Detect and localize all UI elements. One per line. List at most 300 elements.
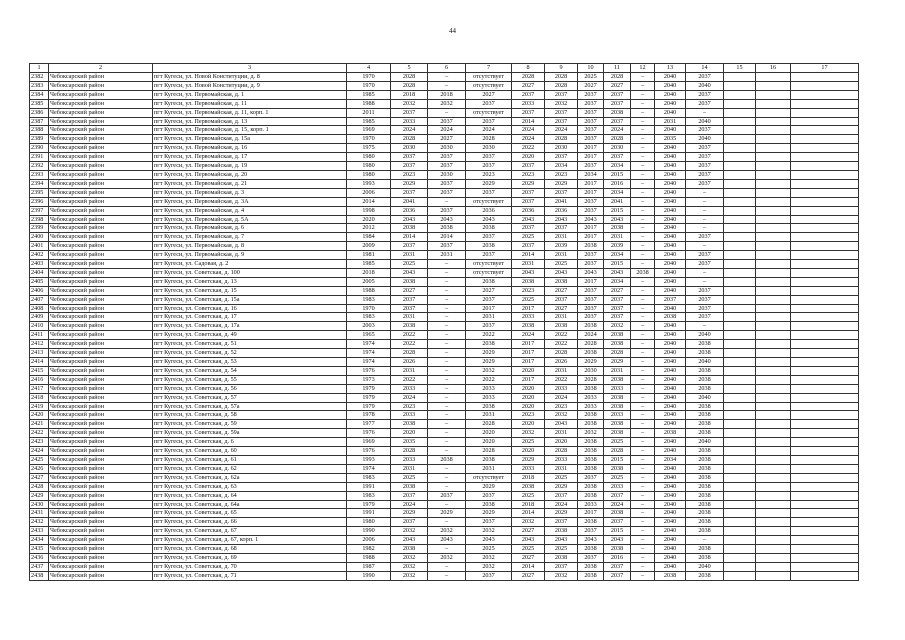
table-cell: 2421 <box>30 420 49 429</box>
table-cell <box>724 331 756 340</box>
table-cell <box>791 553 859 562</box>
table-cell: 2038 <box>578 545 604 554</box>
table-cell: 2031 <box>466 464 512 473</box>
table-cell: 2410 <box>30 322 49 331</box>
table-row <box>30 509 859 518</box>
table-cell: 2025 <box>391 473 428 482</box>
table-cell: 2017 <box>578 153 604 162</box>
table-cell: – <box>631 491 655 500</box>
table-cell: 1978 <box>347 411 391 420</box>
table-cell <box>791 304 859 313</box>
table-cell: 2032 <box>428 527 466 536</box>
table-cell: 2037 <box>686 233 724 242</box>
table-cell: 2385 <box>30 99 49 108</box>
table-cell: 2040 <box>655 420 686 429</box>
table-cell <box>791 429 859 438</box>
table-cell: 2015 <box>604 260 631 269</box>
table-cell: 2037 <box>578 251 604 260</box>
table-cell: 2017 <box>578 144 604 153</box>
table-cell <box>791 349 859 358</box>
table-cell: 2028 <box>391 135 428 144</box>
table-cell: 2017 <box>512 358 545 367</box>
column-header-4: 4 <box>347 64 391 73</box>
table-cell <box>724 251 756 260</box>
table-cell: 2038 <box>545 277 578 286</box>
table-cell <box>724 384 756 393</box>
table-cell: 2037 <box>578 90 604 99</box>
table-cell: пгт Кугеси, ул. Первомайская, д. 19 <box>153 162 347 171</box>
table-cell: Чебоксарский район <box>49 90 153 99</box>
column-header-17: 17 <box>791 64 859 73</box>
table-row <box>30 340 859 349</box>
table-cell: – <box>631 482 655 491</box>
table-cell <box>724 135 756 144</box>
table-cell: пгт Кугеси, ул. Советская, д. 69 <box>153 553 347 562</box>
table-cell: 2006 <box>347 188 391 197</box>
table-cell: 2043 <box>545 215 578 224</box>
table-cell: 2038 <box>686 527 724 536</box>
table-cell: 2411 <box>30 331 49 340</box>
table-cell: 2025 <box>512 233 545 242</box>
table-cell: Чебоксарский район <box>49 482 153 491</box>
table-cell: 2038 <box>604 108 631 117</box>
table-row <box>30 366 859 375</box>
table-cell: 2037 <box>686 99 724 108</box>
table-row <box>30 545 859 554</box>
table-cell: 1974 <box>347 464 391 473</box>
table-cell: 2023 <box>512 170 545 179</box>
table-cell: 2036 <box>466 206 512 215</box>
table-cell <box>756 242 791 251</box>
table-cell: 2037 <box>428 162 466 171</box>
table-cell: – <box>428 429 466 438</box>
table-cell <box>756 447 791 456</box>
table-row <box>30 384 859 393</box>
table-cell: – <box>631 536 655 545</box>
table-cell: 2419 <box>30 402 49 411</box>
table-cell: 2040 <box>655 331 686 340</box>
table-cell <box>756 429 791 438</box>
table-cell: 1979 <box>347 384 391 393</box>
table-cell: – <box>631 73 655 82</box>
table-cell <box>756 545 791 554</box>
table-cell: 2028 <box>466 447 512 456</box>
table-cell: 2038 <box>686 518 724 527</box>
table-cell: пгт Кугеси, ул. Советская, д. 53 <box>153 358 347 367</box>
table-cell <box>756 277 791 286</box>
table-cell: Чебоксарский район <box>49 527 153 536</box>
table-cell: 2033 <box>604 482 631 491</box>
table-cell: Чебоксарский район <box>49 349 153 358</box>
table-cell <box>756 215 791 224</box>
table-cell: 1998 <box>347 206 391 215</box>
table-cell: 2040 <box>655 304 686 313</box>
table-cell: – <box>631 393 655 402</box>
table-cell <box>756 393 791 402</box>
table-cell: пгт Кугеси, ул. Первомайская, д. 15, корп. 1 <box>153 126 347 135</box>
table-cell: – <box>631 295 655 304</box>
table-cell <box>756 126 791 135</box>
table-cell: 2037 <box>545 562 578 571</box>
table-cell: 2040 <box>655 393 686 402</box>
table-cell: отсутствует <box>466 73 512 82</box>
table-cell: 2027 <box>512 527 545 536</box>
table-cell: 2033 <box>512 313 545 322</box>
table-cell: Чебоксарский район <box>49 562 153 571</box>
table-cell: 2038 <box>686 473 724 482</box>
table-cell: 2024 <box>604 500 631 509</box>
table-cell: пгт Кугеси, ул. Советская, д. 59а <box>153 429 347 438</box>
table-cell <box>724 188 756 197</box>
table-cell: 2037 <box>391 304 428 313</box>
table-cell: 2027 <box>545 304 578 313</box>
table-cell: 2037 <box>578 108 604 117</box>
table-cell: 2040 <box>655 527 686 536</box>
table-cell <box>724 455 756 464</box>
table-cell <box>791 375 859 384</box>
table-cell: – <box>631 153 655 162</box>
table-row <box>30 215 859 224</box>
table-cell: – <box>631 527 655 536</box>
table-cell: Чебоксарский район <box>49 260 153 269</box>
table-cell: 2031 <box>604 233 631 242</box>
table-cell: пгт Кугеси, ул. Первомайская, д. 3А <box>153 197 347 206</box>
table-cell: 2009 <box>347 242 391 251</box>
table-cell: 2037 <box>428 153 466 162</box>
table-cell <box>791 188 859 197</box>
table-cell: 2040 <box>655 464 686 473</box>
table-cell: 1976 <box>347 366 391 375</box>
table-cell: 2032 <box>428 553 466 562</box>
table-cell: 2040 <box>686 358 724 367</box>
table-cell: пгт Кугеси, ул. Первомайская, д. 11 <box>153 99 347 108</box>
table-cell <box>724 375 756 384</box>
table-cell: 2032 <box>545 571 578 580</box>
table-cell <box>724 215 756 224</box>
table-cell <box>756 527 791 536</box>
table-cell: 1977 <box>347 420 391 429</box>
column-header-12: 12 <box>631 64 655 73</box>
table-cell: 2036 <box>512 206 545 215</box>
table-cell: 2037 <box>466 491 512 500</box>
table-cell: 2040 <box>655 206 686 215</box>
table-cell <box>756 108 791 117</box>
table-cell: 2027 <box>512 571 545 580</box>
table-cell: 2037 <box>466 99 512 108</box>
table-cell: 2043 <box>391 536 428 545</box>
table-row <box>30 99 859 108</box>
table-cell: 1974 <box>347 340 391 349</box>
table-cell: 1980 <box>347 153 391 162</box>
table-cell: 2029 <box>578 358 604 367</box>
table-cell <box>791 73 859 82</box>
header-row <box>30 64 859 73</box>
table-cell: 2027 <box>466 286 512 295</box>
table-cell <box>791 313 859 322</box>
table-cell: Чебоксарский район <box>49 491 153 500</box>
table-cell: 2394 <box>30 179 49 188</box>
table-cell: 2032 <box>428 99 466 108</box>
table-cell: 2037 <box>604 153 631 162</box>
table-cell <box>724 313 756 322</box>
table-cell: – <box>428 447 466 456</box>
table-cell: 2017 <box>578 277 604 286</box>
table-cell: 2020 <box>512 402 545 411</box>
table-row <box>30 473 859 482</box>
table-cell <box>791 179 859 188</box>
table-cell: пгт Кугеси, ул. Первомайская, д. 1 <box>153 90 347 99</box>
table-cell: – <box>428 518 466 527</box>
table-cell: 2031 <box>391 464 428 473</box>
table-cell: 1970 <box>347 73 391 82</box>
table-cell: – <box>631 562 655 571</box>
table-cell: 2015 <box>604 170 631 179</box>
table-cell: 2434 <box>30 536 49 545</box>
table-cell <box>724 170 756 179</box>
table-cell: пгт Кугеси, ул. Первомайская, д. 7 <box>153 233 347 242</box>
table-row <box>30 277 859 286</box>
table-cell <box>724 562 756 571</box>
table-cell <box>724 393 756 402</box>
table-cell: 2040 <box>655 73 686 82</box>
table-cell: 1976 <box>347 429 391 438</box>
table-row <box>30 251 859 260</box>
table-cell: 2038 <box>604 545 631 554</box>
table-cell: 2025 <box>512 545 545 554</box>
table-cell: 2038 <box>686 500 724 509</box>
table-cell: 2024 <box>428 126 466 135</box>
table-cell: 2043 <box>604 268 631 277</box>
table-cell: 2031 <box>545 464 578 473</box>
table-cell <box>756 553 791 562</box>
table-row <box>30 455 859 464</box>
table-cell: – <box>428 358 466 367</box>
table-cell: 2435 <box>30 545 49 554</box>
table-cell: 2037 <box>578 117 604 126</box>
table-cell: 2025 <box>466 545 512 554</box>
table-cell: 2037 <box>466 571 512 580</box>
table-cell: 2038 <box>578 562 604 571</box>
table-cell: 2040 <box>686 135 724 144</box>
table-cell: 2040 <box>655 562 686 571</box>
table-cell: 2033 <box>391 117 428 126</box>
table-cell: 2036 <box>545 206 578 215</box>
table-cell: 2032 <box>512 518 545 527</box>
table-cell: Чебоксарский район <box>49 286 153 295</box>
table-cell: 2407 <box>30 295 49 304</box>
table-cell: – <box>631 224 655 233</box>
table-cell: 2023 <box>391 402 428 411</box>
table-cell: – <box>631 260 655 269</box>
table-row <box>30 233 859 242</box>
table-cell: 2033 <box>578 402 604 411</box>
table-cell: 2037 <box>686 251 724 260</box>
table-cell <box>724 144 756 153</box>
table-cell: 2014 <box>428 233 466 242</box>
table-cell: 2040 <box>655 260 686 269</box>
table-cell: 2024 <box>545 500 578 509</box>
table-cell <box>791 108 859 117</box>
table-cell: 2037 <box>391 153 428 162</box>
table-cell: 2384 <box>30 90 49 99</box>
table-cell: 2014 <box>512 117 545 126</box>
table-cell: 2038 <box>512 322 545 331</box>
table-cell: 2027 <box>604 286 631 295</box>
table-cell: 1976 <box>347 447 391 456</box>
table-cell: – <box>428 108 466 117</box>
table-cell: Чебоксарский район <box>49 304 153 313</box>
table-cell: 2428 <box>30 482 49 491</box>
table-cell: 2040 <box>655 286 686 295</box>
table-cell: 2400 <box>30 233 49 242</box>
table-cell <box>791 455 859 464</box>
table-cell: 2024 <box>545 393 578 402</box>
table-cell: 2027 <box>391 286 428 295</box>
table-cell: Чебоксарский район <box>49 242 153 251</box>
table-cell: 2014 <box>391 233 428 242</box>
table-cell: – <box>686 277 724 286</box>
table-cell: 2033 <box>466 393 512 402</box>
table-cell: 2037 <box>545 491 578 500</box>
table-cell <box>756 500 791 509</box>
table-cell: – <box>631 366 655 375</box>
table-cell: 2040 <box>655 518 686 527</box>
table-cell: 2034 <box>604 188 631 197</box>
table-row <box>30 242 859 251</box>
table-cell: 2395 <box>30 188 49 197</box>
table-cell: 2023 <box>391 170 428 179</box>
table-cell: 2037 <box>578 206 604 215</box>
table-cell: – <box>631 375 655 384</box>
table-cell: 1970 <box>347 135 391 144</box>
table-cell: 1993 <box>347 179 391 188</box>
table-cell: 2040 <box>655 509 686 518</box>
table-cell: 2038 <box>686 420 724 429</box>
table-cell: Чебоксарский район <box>49 108 153 117</box>
table-cell: 2401 <box>30 242 49 251</box>
table-row <box>30 402 859 411</box>
table-cell: – <box>428 464 466 473</box>
table-cell: пгт Кугеси, ул. Советская, д. 6 <box>153 438 347 447</box>
table-cell: Чебоксарский район <box>49 206 153 215</box>
table-cell: 1990 <box>347 527 391 536</box>
column-header-9: 9 <box>545 64 578 73</box>
table-cell: 2429 <box>30 491 49 500</box>
table-cell: 2040 <box>655 188 686 197</box>
table-cell: 2040 <box>655 553 686 562</box>
table-cell: 1991 <box>347 482 391 491</box>
table-cell: 2029 <box>545 482 578 491</box>
table-cell <box>724 482 756 491</box>
table-cell: – <box>686 206 724 215</box>
table-cell <box>724 366 756 375</box>
table-cell: 2043 <box>512 536 545 545</box>
table-cell: – <box>686 322 724 331</box>
table-cell <box>756 562 791 571</box>
table-cell: 2396 <box>30 197 49 206</box>
table-cell: 2024 <box>604 126 631 135</box>
table-cell: 2038 <box>604 375 631 384</box>
table-cell: 2038 <box>545 527 578 536</box>
table-cell: пгт Кугеси, ул. Первомайская, д. 5А <box>153 215 347 224</box>
table-cell: 2003 <box>347 322 391 331</box>
table-cell: 1974 <box>347 358 391 367</box>
table-cell: пгт Кугеси, ул. Советская, д. 62а <box>153 473 347 482</box>
table-cell <box>724 242 756 251</box>
table-cell: – <box>631 108 655 117</box>
table-cell: 2038 <box>466 340 512 349</box>
table-cell: Чебоксарский район <box>49 295 153 304</box>
table-cell: 2037 <box>391 491 428 500</box>
table-cell <box>724 206 756 215</box>
table-cell: – <box>428 375 466 384</box>
table-cell: 2038 <box>578 482 604 491</box>
table-cell: 2005 <box>347 277 391 286</box>
table-cell: 2040 <box>686 331 724 340</box>
table-cell: – <box>631 242 655 251</box>
table-cell: 2037 <box>512 242 545 251</box>
table-cell: 2028 <box>391 447 428 456</box>
table-cell: – <box>631 455 655 464</box>
table-cell <box>791 571 859 580</box>
table-cell <box>791 197 859 206</box>
table-cell: 2043 <box>512 215 545 224</box>
table-cell: 2029 <box>428 509 466 518</box>
table-cell: Чебоксарский район <box>49 553 153 562</box>
page-number: 44 <box>449 27 456 35</box>
table-cell: пгт Кугеси, ул. Советская, д. 55 <box>153 375 347 384</box>
table-cell <box>756 144 791 153</box>
table-row <box>30 491 859 500</box>
table-cell <box>756 491 791 500</box>
table-cell: 2038 <box>578 464 604 473</box>
table-cell: 2038 <box>686 447 724 456</box>
table-cell <box>756 420 791 429</box>
table-cell: – <box>428 268 466 277</box>
table-cell: 2034 <box>604 277 631 286</box>
table-cell: Чебоксарский район <box>49 455 153 464</box>
table-cell: 2028 <box>545 81 578 90</box>
table-cell: 2034 <box>604 162 631 171</box>
table-cell: 2024 <box>512 135 545 144</box>
table-cell: 2033 <box>545 455 578 464</box>
table-cell: 2043 <box>545 268 578 277</box>
table-row <box>30 153 859 162</box>
table-cell: 2037 <box>604 562 631 571</box>
table-cell: 2037 <box>466 162 512 171</box>
table-cell: 2043 <box>578 215 604 224</box>
table-row <box>30 260 859 269</box>
table-cell: 2025 <box>604 473 631 482</box>
table-cell: 2037 <box>428 179 466 188</box>
table-cell: 2031 <box>391 366 428 375</box>
table-cell <box>724 420 756 429</box>
table-cell: Чебоксарский район <box>49 251 153 260</box>
table-cell: 2038 <box>604 224 631 233</box>
table-cell: 2020 <box>347 215 391 224</box>
table-row <box>30 553 859 562</box>
table-cell: 2038 <box>686 545 724 554</box>
table-cell: 1983 <box>347 295 391 304</box>
table-cell: 2032 <box>391 553 428 562</box>
table-cell: пгт Кугеси, ул. Первомайская, д. 20 <box>153 170 347 179</box>
table-cell: пгт Кугеси, ул. Садовая, д. 2 <box>153 260 347 269</box>
table-cell: Чебоксарский район <box>49 215 153 224</box>
table-row <box>30 268 859 277</box>
table-cell: 2037 <box>512 162 545 171</box>
table-cell: – <box>428 322 466 331</box>
table-cell: 1988 <box>347 553 391 562</box>
